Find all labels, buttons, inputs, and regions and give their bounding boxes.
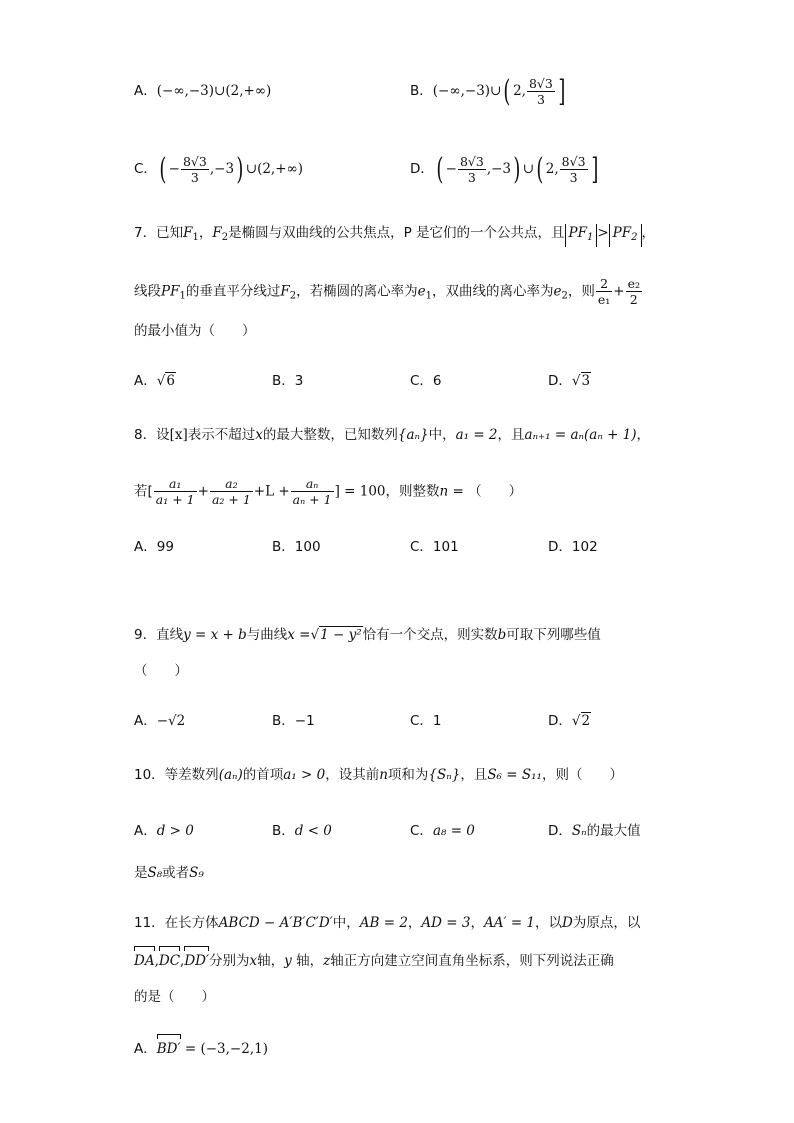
abs-pf2: $PF_2$ [609,224,642,247]
vector-dc: DC [158,953,181,969]
option-label: C． [134,161,157,177]
q10-line-1: 10．等差数列(aₙ)的首项a₁ > 0，设其前n项和为{Sₙ}，且S₆ = S₁₁，则（ ） [134,767,623,783]
q7-line-2: 线段$PF_1$的垂直平分线过$F_2$，若椭圆的离心率为$e_1$，双曲线的离心率为$e_2$，则 $\frac{2}{\text{e₁}}$ + $\frac{\text{e₂}}{2}$ [134,276,640,307]
option-b: B．3 [272,373,304,389]
option-value: (−∞,−3)∪(2,+∞) [156,83,272,99]
q7-line-1: 7．已知$F_1$，$F_2$是椭圆与双曲线的公共焦点，P 是它们的一个公共点，且 $PF_1 > PF_2$ ， [134,224,655,247]
q11-line-1: 11．在长方体ABCD − A′B′C′D′中，AB = 2，AD = 3，AA′ = 1，以D为原点，以 [134,915,641,931]
fraction: $\frac{8√3}{3}$ [182,154,207,185]
option-c: C．101 [410,539,459,555]
option-a: A．−√2 [134,713,186,729]
option-a: A．√6 [134,373,175,389]
q9-line-1: 9．直线y = x + b与曲线x =√1 − y²恰有一个交点，则实数b可取下列哪些值 [134,627,601,643]
q6-option-b: B．(−∞,−3)∪( 2, $\frac{8√3}{3}$ ] [410,73,566,109]
fraction: $\frac{2}{\text{e₁}}$ [597,276,611,307]
fraction: $\frac{\text{e₂}}{2}$ [627,276,640,307]
fraction: $\frac{\text{a₁}}{\text{a₁ + 1}}$ [155,476,195,507]
abs-pf1: $PF_1$ [565,224,598,247]
option-b: B．−1 [272,713,315,729]
q11-line-2: DA,DC,DD′分别为x轴，y 轴，z轴正方向建立空间直角坐标系，则下列说法正确 [134,953,614,969]
option-b: B．100 [272,539,321,555]
vector-bd-prime: BD′ [156,1041,181,1057]
fraction: $\frac{\text{aₙ}}{\text{aₙ + 1}}$ [292,476,332,507]
option-a: A．d > 0 [134,823,194,839]
fraction: $\frac{\text{a₂}}{\text{a₂ + 1}}$ [211,476,251,507]
option-c: C．a₈ = 0 [410,823,475,839]
q9-line-2: （ ） [134,663,188,679]
vector-da: DA [134,953,155,969]
q7-line-3: 的最小值为（ ） [134,323,256,339]
option-c: C．1 [410,713,442,729]
q8-line-2: 若[ $\frac{\text{a₁}}{\text{a₁ + 1}}$ + $\frac{\text{a₂}}{\text{a₂ + 1}}$ +L + $\frac{\text{aₙ}}{\text{aₙ + 1}}$ ] = 100，则整数n = （ ） [134,476,523,507]
option-value: (−∞,−3)∪ [432,83,502,99]
vector-dd-prime: DD′ [184,953,210,969]
q10-option-d-continued: 是S₈或者S₉ [134,865,204,881]
q6-option-c: C．( − $\frac{8√3}{3}$ ,−3) ∪(2,+∞) [134,151,304,187]
fraction: $\frac{8√3}{3}$ [561,154,586,185]
option-d: D．Sₙ的最大值 [548,823,641,839]
q6-option-a [134,82,271,100]
option-c: C．6 [410,373,442,389]
option-label: B． [410,83,433,99]
q6-option-d: D．( − $\frac{8√3}{3}$ ,−3) ∪( 2, $\frac{8√3}{3}$ ] [410,151,598,187]
q11-option-a: A．BD′ = (−3,−2,1) [134,1041,268,1057]
option-d: D．√2 [548,713,591,729]
q8-line-1: 8．设[x]表示不超过x的最大整数，已知数列{aₙ}中，a₁ = 2，且aₙ₊₁ = aₙ(aₙ + 1)， [134,427,651,443]
option-a: A．99 [134,539,174,555]
option-d: D．102 [548,539,598,555]
fraction: $\frac{8√3}{3}$ [459,154,484,185]
q11-line-3: 的是（ ） [134,989,215,1005]
option-label: D． [410,161,434,177]
option-b: B．d < 0 [272,823,332,839]
fraction: $\frac{8√3}{3}$ [528,76,553,107]
option-d: D．√3 [548,373,591,389]
option-label: A． [134,83,157,99]
